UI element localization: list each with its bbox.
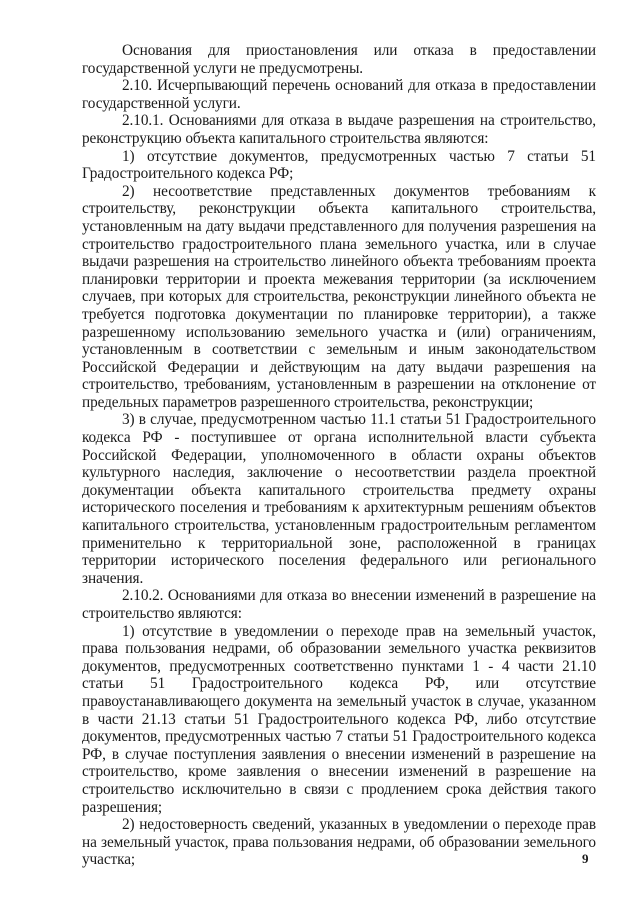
paragraph-no-grounds-suspension: Основания для приостановления или отказа в предоставлении государственной услуги не предусмотрены. — [82, 42, 596, 77]
paragraph-2-10-2-heading: 2.10.2. Основаниями для отказа во внесении изменений в разрешение на строительство являются: — [82, 587, 596, 622]
paragraph-2-10-1-item-1: 1) отсутствие документов, предусмотренных частью 7 статьи 51 Градостроительного кодекса РФ; — [82, 147, 596, 183]
paragraph-2-10-1-item-2: 2) несоответствие представленных документов требованиям к строительству, реконструкции объекта капитального строительства, установленным на дату выдачи представленного для получения разрешения на строительство градостроительного плана земельного участка, или в случае выдачи разрешения на строительство линейного объекта требованиям проекта планировки территории и проекта межевания территории (за исключением случаев, при которых для строительства, реконструкции линейного объекта не требуется подготовка документации по планировке территории), а также разрешенному использованию земельного участка и (или) ограничениям, установленным в соответствии с земельным и иным законодательством Российской Федерации и действующим на дату выдачи разрешения на строительство, требованиям, установленным в разрешении на отклонение от предельных параметров разрешенного строительства, реконструкции; — [82, 182, 596, 411]
paragraph-2-10-1-item-3: 3) в случае, предусмотренном частью 11.1 статьи 51 Градостроительного кодекса РФ - поступившее от органа исполнительной власти субъекта Российской Федерации, уполномоченного в области охраны объектов культурного наследия, заключение о несоответствии раздела проектной документации объекта капитального строительства предмету охраны исторического поселения и требованиям к архитектурным решениям объектов капитального строительства, установленным градостроительным регламентом применительно к территориальной зоне, расположенной в границах территории исторического поселения федерального или регионального значения. — [82, 411, 596, 587]
paragraph-2-10-heading: 2.10. Исчерпывающий перечень оснований для отказа в предоставлении государственной услуги. — [82, 77, 596, 112]
paragraph-2-10-1-heading: 2.10.1. Основаниями для отказа в выдаче разрешения на строительство, реконструкцию объекта капитального строительства являются: — [82, 112, 596, 147]
paragraph-2-10-2-item-1: 1) отсутствие в уведомлении о переходе прав на земельный участок, права пользования недрами, об образовании земельного участка реквизитов документов, предусмотренных соответственно пунктами 1 - 4 части 21.10 статьи 51 Градостроительного кодекса РФ, или отсутствие правоустанавливающего документа на земельный участок в случае, указанном в части 21.13 статьи 51 Градостроительного кодекса РФ, либо отсутствие документов, предусмотренных частью 7 статьи 51 Градостроительного кодекса РФ, в случае поступления заявления о внесении изменений в разрешение на строительство, кроме заявления о внесении изменений в разрешение на строительство исключительно в связи с продлением срока действия такого разрешения; — [82, 622, 596, 816]
page-number: 9 — [582, 851, 589, 866]
document-page — [82, 42, 596, 869]
paragraph-2-10-2-item-2: 2) недостоверность сведений, указанных в уведомлении о переходе прав на земельный участок, права пользования недрами, об образовании земельного участка; — [82, 816, 596, 869]
